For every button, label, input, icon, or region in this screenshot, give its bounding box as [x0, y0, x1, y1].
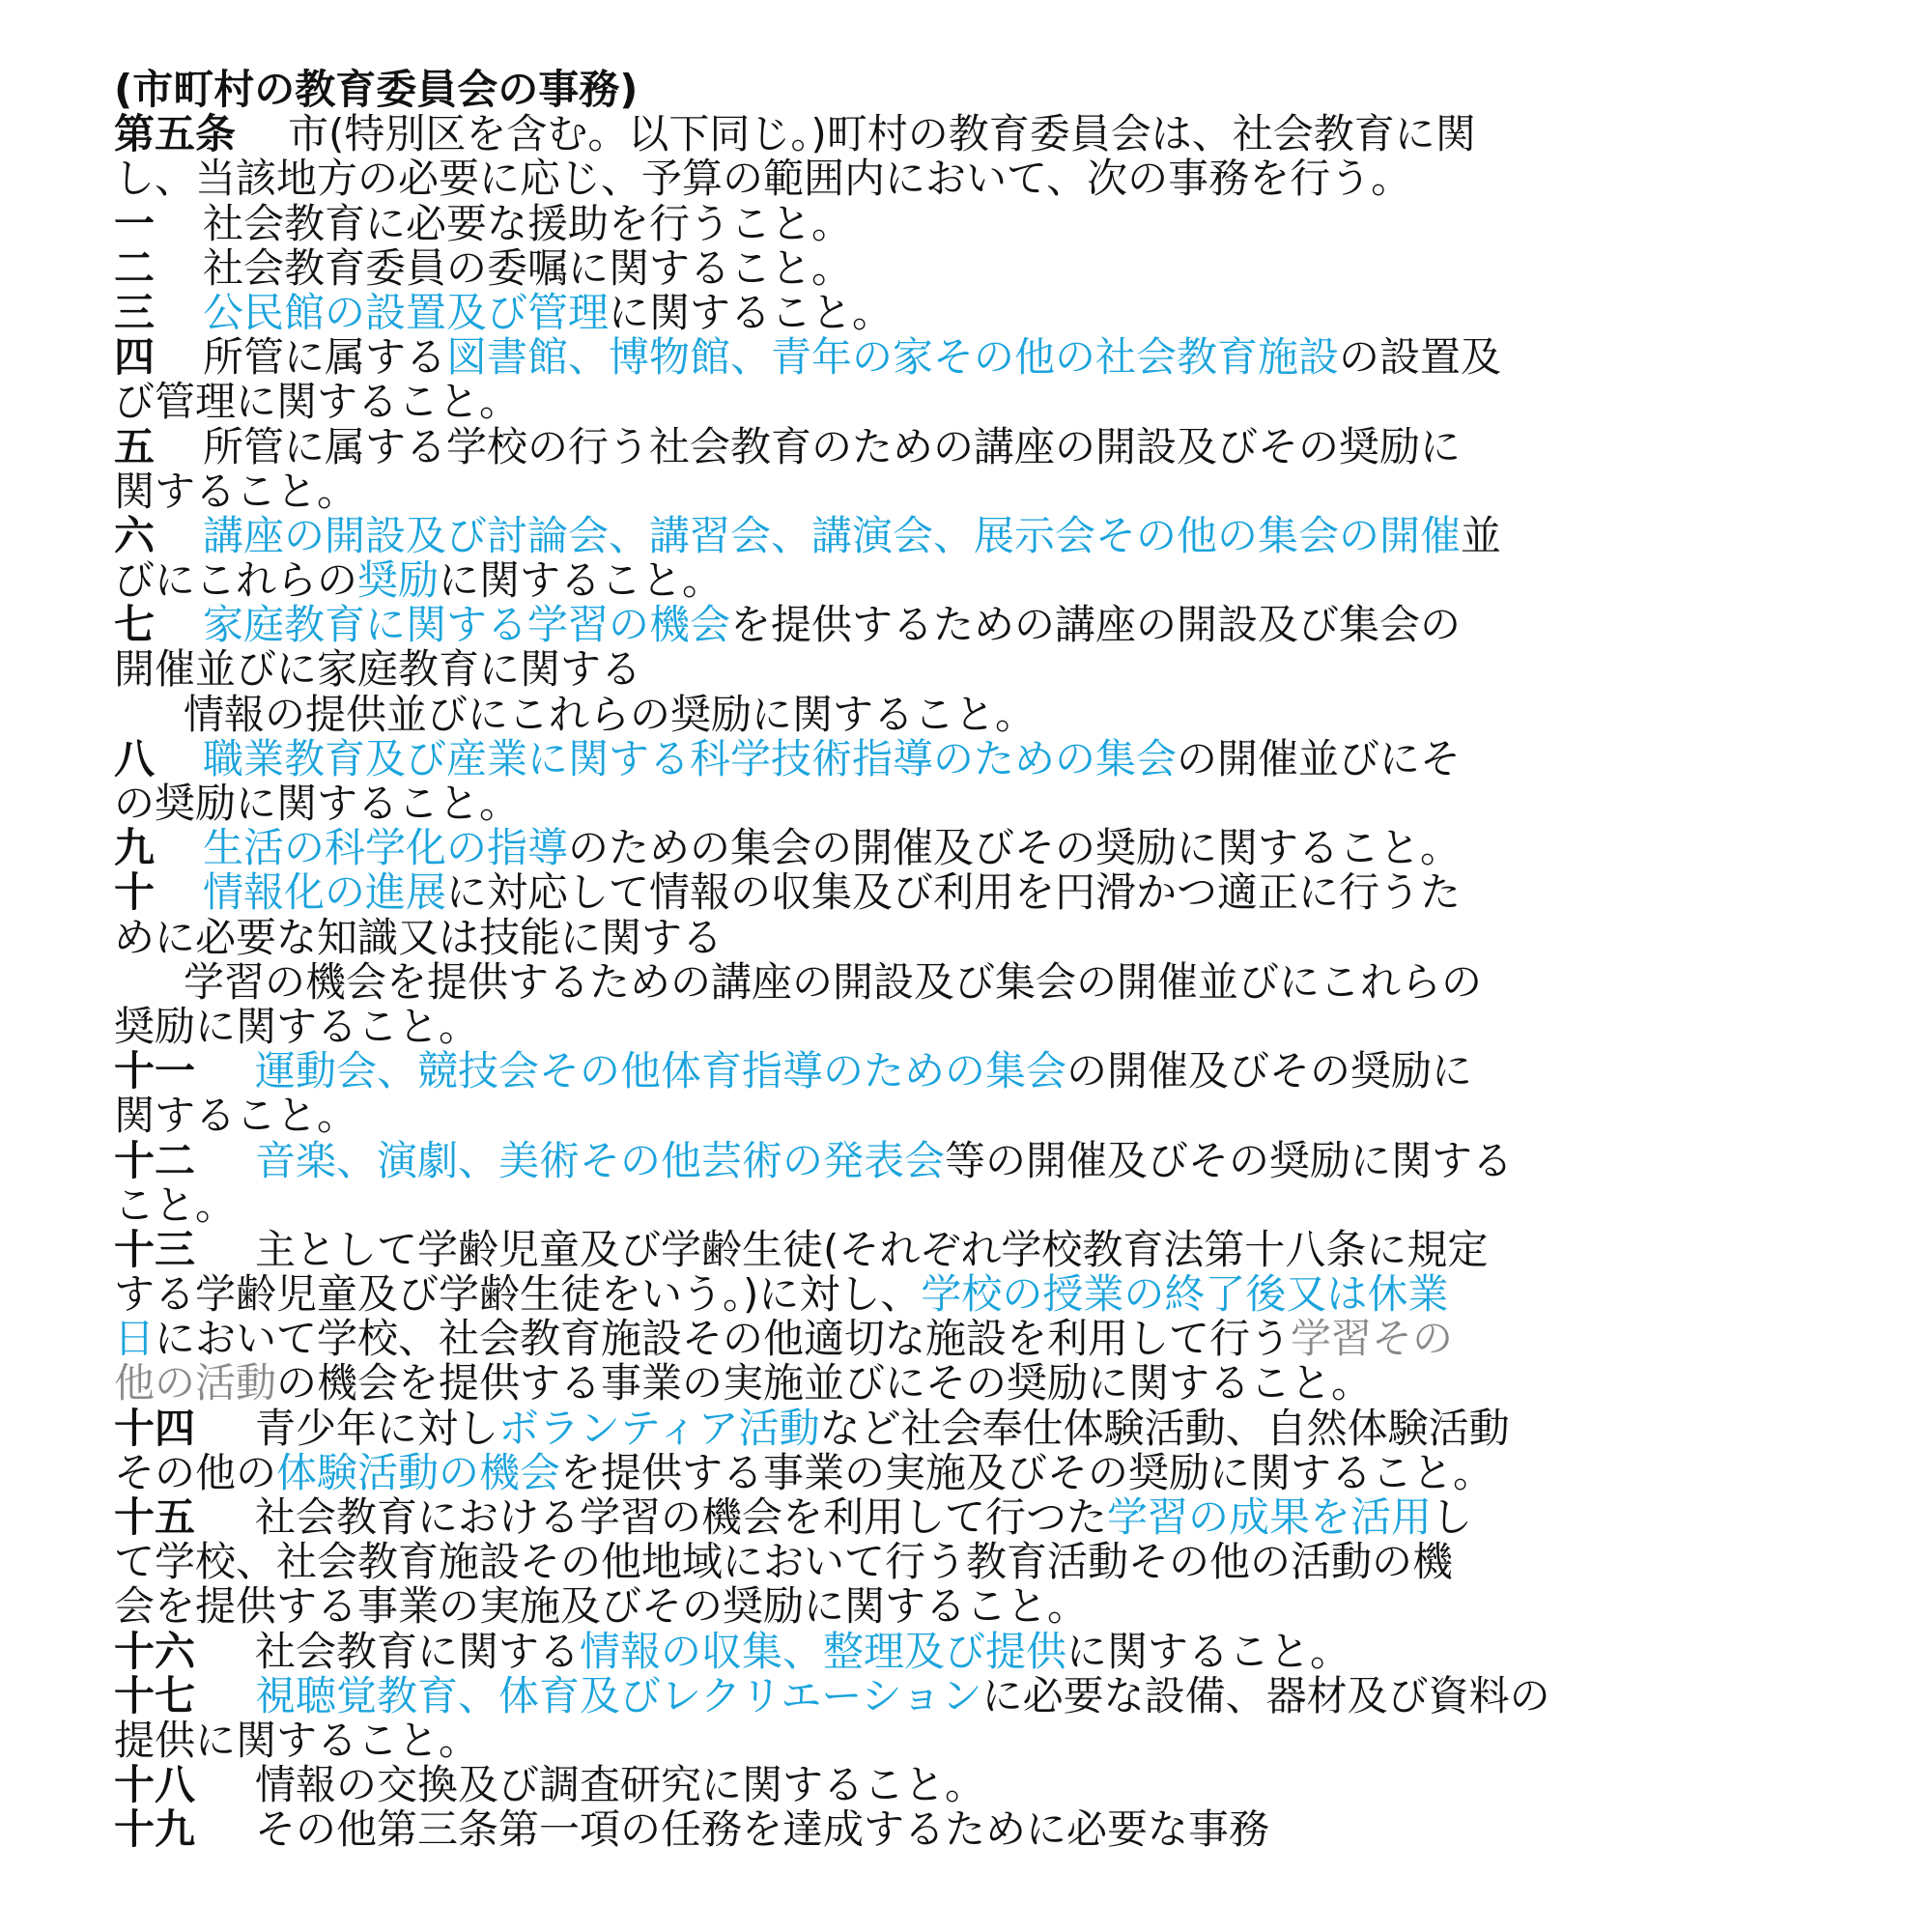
item-number: 十六: [114, 1627, 196, 1675]
body-text: その他第三条第一項の任務を達成するために必要な事務: [255, 1805, 1270, 1854]
body-text: 主として学齢児童及び学齢生徒(それぞれ学校教育法第十八条に規定: [255, 1225, 1489, 1273]
article-line: [114, 1807, 1913, 1852]
highlighted-phrase: 視聴覚教育、体育及びレクリエーション: [255, 1671, 982, 1719]
body-text: 並: [1461, 511, 1502, 559]
muted-phrase: 他の活動: [114, 1359, 277, 1407]
item-number: 六: [114, 511, 156, 559]
body-text: 提供に関すること。: [114, 1716, 480, 1764]
body-text: の開催及びその奨励に: [1066, 1047, 1473, 1095]
article-line: [114, 1049, 1913, 1094]
body-text: 等の開催及びその奨励に関する: [945, 1136, 1514, 1184]
body-text: に必要な設備、器材及び資料の: [981, 1671, 1550, 1719]
body-text: びにこれらの: [114, 556, 358, 605]
item-number: 八: [114, 734, 156, 782]
article-line: [114, 1763, 1913, 1807]
body-text: 所管に属する: [203, 333, 447, 382]
article-line: [114, 647, 1913, 692]
item-number: 十五: [114, 1493, 196, 1541]
body-text: 所管に属する学校の行う社会教育のための講座の開設及びその奨励に: [203, 422, 1462, 470]
item-number: 二: [114, 243, 156, 292]
highlighted-phrase: 家庭教育に関する学習の機会: [203, 601, 731, 649]
body-text: こと。: [114, 1180, 237, 1229]
article-line: [114, 243, 1913, 292]
article-body: [114, 112, 1913, 1852]
item-number: 十八: [114, 1761, 196, 1809]
article-line: [114, 690, 1913, 738]
highlighted-phrase: 日: [114, 1315, 156, 1363]
article-line: [114, 1584, 1913, 1629]
article-line: [114, 380, 1913, 424]
article-line: [114, 957, 1913, 1006]
highlighted-phrase: 生活の科学化の指導: [203, 824, 569, 872]
body-text: 関すること。: [114, 467, 358, 515]
body-text: て学校、社会教育施設その他地域において行う教育活動その他の活動の機: [114, 1538, 1454, 1586]
article-line: [114, 335, 1913, 380]
highlighted-phrase: 学習の成果を活用: [1107, 1493, 1433, 1541]
highlighted-phrase: 公民館の設置及び管理: [203, 288, 610, 336]
article-line: [114, 199, 1913, 247]
article-line: [114, 156, 1913, 201]
body-text: 青少年に対し: [255, 1404, 499, 1452]
body-text: のための集会の開催及びその奨励に関すること。: [568, 824, 1462, 872]
item-number: 十九: [114, 1805, 196, 1854]
body-text: び管理に関すること。: [114, 378, 521, 426]
article-line: [114, 1094, 1913, 1138]
body-text: 社会教育委員の委嘱に関すること。: [203, 243, 853, 292]
highlighted-phrase: 情報化の進展: [203, 868, 447, 917]
item-number: 十三: [114, 1225, 196, 1273]
article-line: [114, 781, 1913, 826]
item-number: 三: [114, 288, 156, 336]
highlighted-phrase: 奨励: [357, 556, 440, 605]
body-text: に関すること。: [439, 556, 724, 605]
body-text: 学習の機会を提供するための講座の開設及び集会の開催並びにこれらの: [184, 957, 1483, 1006]
body-text: 情報の提供並びにこれらの奨励に関すること。: [184, 690, 1037, 738]
article-line: [114, 826, 1913, 870]
body-text: の設置及: [1339, 333, 1502, 382]
highlighted-phrase: 講座の開設及び討論会、講習会、講演会、展示会その他の集会の開催: [203, 511, 1462, 559]
article-line: [114, 1627, 1913, 1675]
highlighted-phrase: ボランティア活動: [498, 1404, 820, 1452]
law-document: [114, 68, 1913, 1853]
article-line: [114, 288, 1913, 336]
highlighted-phrase: 職業教育及び産業に関する科学技術指導のための集会: [203, 734, 1178, 782]
article-line: [114, 1180, 1913, 1229]
article-label: 第五条: [114, 110, 237, 158]
article-line: [114, 422, 1913, 470]
body-text: 社会教育に必要な援助を行うこと。: [203, 199, 853, 247]
article-line: [114, 1002, 1913, 1050]
article-line: [114, 734, 1913, 782]
article-line: [114, 511, 1913, 559]
body-text: の機会を提供する事業の実施並びにその奨励に関すること。: [276, 1359, 1373, 1407]
item-number: 五: [114, 422, 156, 470]
highlighted-phrase: 運動会、競技会その他体育指導のための集会: [255, 1047, 1067, 1095]
body-text: の開催並びにそ: [1177, 734, 1462, 782]
body-text: 社会教育における学習の機会を利用して行つた: [255, 1493, 1108, 1541]
body-text: 会を提供する事業の実施及びその奨励に関すること。: [114, 1582, 1089, 1631]
section-title: (市町村の教育委員会の事務): [114, 66, 639, 113]
body-text: する学齢児童及び学齢生徒をいう。)に対し、: [114, 1270, 922, 1319]
item-number: 四: [114, 333, 156, 382]
body-text: 開催並びに家庭教育に関する: [114, 645, 642, 694]
article-line: [114, 1317, 1913, 1361]
article-line: [114, 1448, 1913, 1496]
article-line: [114, 1225, 1913, 1273]
body-text: 社会教育に関する: [255, 1627, 581, 1675]
body-text: に対応して情報の収集及び利用を円滑かつ適正に行うた: [446, 868, 1462, 917]
body-text: を提供する事業の実施及びその奨励に関すること。: [560, 1448, 1494, 1496]
item-number: 十四: [114, 1404, 196, 1452]
item-number: 十一: [114, 1047, 196, 1095]
body-text: し: [1432, 1493, 1473, 1541]
body-text: など社会奉仕体験活動、自然体験活動: [819, 1404, 1510, 1452]
body-text: 奨励に関すること。: [114, 1002, 480, 1050]
highlighted-phrase: 学校の授業の終了後又は休業: [921, 1270, 1449, 1319]
article-line: [114, 1406, 1913, 1451]
body-text: を提供するための講座の開設及び集会の: [730, 601, 1462, 649]
body-text: の奨励に関すること。: [114, 780, 521, 827]
article-line: [114, 1136, 1913, 1184]
body-text: 情報の交換及び調査研究に関すること。: [255, 1761, 986, 1809]
body-text: 市(特別区を含む。以下同じ。)町村の教育委員会は、社会教育に関: [288, 110, 1476, 158]
item-number: 十: [114, 868, 156, 917]
article-line: [114, 1361, 1913, 1406]
body-text: し、当該地方の必要に応じ、予算の範囲内において、次の事務を行う。: [114, 155, 1412, 203]
article-line: [114, 112, 1913, 156]
muted-phrase: 学習その: [1291, 1315, 1454, 1363]
body-text: に関すること。: [1066, 1627, 1351, 1675]
highlighted-phrase: 体験活動の機会: [276, 1448, 561, 1496]
article-line: [114, 1272, 1913, 1317]
article-line: [114, 558, 1913, 603]
article-line: [114, 1495, 1913, 1540]
item-number: 九: [114, 824, 156, 872]
article-line: [114, 870, 1913, 915]
article-line: [114, 913, 1913, 961]
article-line: [114, 1671, 1913, 1719]
body-text: めに必要な知識又は技能に関する: [114, 913, 724, 961]
item-number: 七: [114, 601, 156, 649]
highlighted-phrase: 図書館、博物館、青年の家その他の社会教育施設: [446, 333, 1340, 382]
article-line: [114, 603, 1913, 647]
article-line: [114, 1716, 1913, 1764]
body-text: その他の: [114, 1448, 277, 1496]
highlighted-phrase: 情報の収集、整理及び提供: [580, 1627, 1067, 1675]
item-number: 十二: [114, 1136, 196, 1184]
article-line: [114, 469, 1913, 514]
body-text: に関すること。: [609, 288, 894, 336]
body-text: 関すること。: [114, 1092, 358, 1140]
item-number: 十七: [114, 1671, 196, 1719]
item-number: 一: [114, 199, 156, 247]
article-line: [114, 1540, 1913, 1584]
body-text: において学校、社会教育施設その他適切な施設を利用して行う: [155, 1315, 1292, 1363]
highlighted-phrase: 音楽、演劇、美術その他芸術の発表会: [255, 1136, 946, 1184]
